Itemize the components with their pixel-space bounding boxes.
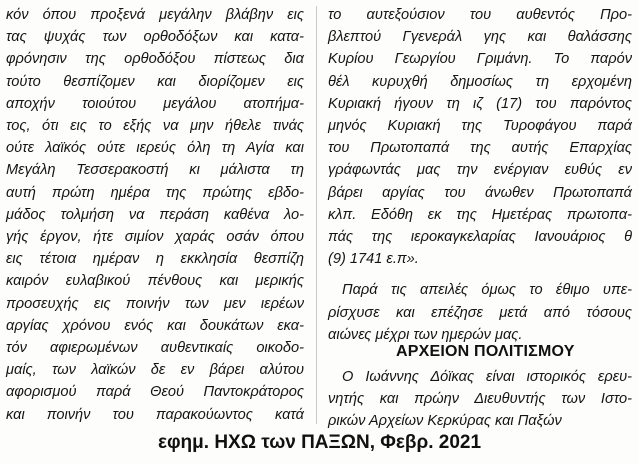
text-line: Παρά τις απειλές όμως το έθιμο υπε-: [342, 282, 632, 299]
text-line: αποχήν τοιούτου μεγάλου ατοπήμα-: [6, 95, 304, 112]
text-line: γής έργον, ήτε σιμίον χαράς οσάν όπου: [6, 229, 304, 246]
text-line: καιρόν ευλαβικού πένθους και μερικής: [6, 273, 304, 290]
text-line: ούτε λαϊκός ούτε ιερεύς όλη τη Αγία και: [6, 140, 304, 157]
right-paragraph-1: [328, 4, 632, 270]
text-line: θέλ κυρυχθή δημοσίως τη ερχομένη: [328, 73, 632, 90]
text-line: φρόνησιν της ορθοδόξου πίστεως δια: [6, 51, 304, 68]
text-line: μάδος τολμήση να περάση καθένα λο-: [6, 206, 304, 223]
text-line: αργίας χρόνου ενός και δουκάτων εκα-: [6, 317, 304, 334]
text-line: Μεγάλη Τεσσερακοστή κι μάλιστα τη: [6, 162, 304, 179]
right-paragraph-2: [328, 279, 632, 346]
text-line: γράφωντάς μας την ενέργιαν ευθύς εν: [328, 162, 632, 179]
text-line: του Πρωτοπαπά της αυτής Επαρχίας: [328, 140, 632, 157]
text-line: τος, ότι εις το εξής να μην ήθελε τινάς: [6, 118, 304, 135]
text-line: βάρει αργίας του άνωθεν Πρωτοπαπά: [328, 184, 632, 201]
text-line: το αυτεξούσιον του αυθεντός Προ-: [328, 7, 632, 23]
text-line: Ο Ιωάννης Δόϊκας είναι ιστορικός ερευ-: [342, 369, 632, 385]
text-line: κλπ. Εδόθη εκ της Ημετέρας πρωτοπα-: [328, 206, 632, 223]
text-line: αφορισμού παρά Θεού Παντοκράτορος: [6, 384, 304, 401]
text-line: κόν όπου προξενά μεγάλην βλάβην εις: [6, 7, 304, 23]
text-line: νητής και πρώην Διευθυντής των Ιστο-: [328, 391, 632, 408]
text-line: μηνός Κυριακή της Τυροφάγου παρά: [328, 118, 632, 135]
text-line: εις τέτοια ημέραν η εκκλησία θεσπίζη: [6, 251, 304, 268]
text-line: και ποινήν του παρακούωντος κατά: [6, 406, 304, 423]
text-line: αυτή πρώτη ημέρα της πρώτης εβδο-: [6, 184, 304, 201]
text-line: ρίσχυσε και επέζησε μετά από τόσους: [328, 304, 632, 321]
archive-heading: ΑΡΧΕΙΟΝ ΠΟΛΙΤΙΣΜΟΥ: [396, 343, 575, 360]
author-note: [328, 366, 632, 433]
text-line: προσευχής εις ποινήν των μεν ιερέων: [6, 295, 304, 312]
text-line: τόν αφιερωμένων αυθεντικαίς οικοδο-: [6, 340, 304, 357]
right-column: [328, 4, 632, 346]
text-line: αιώνες μέχρι των ημερών μας.: [328, 326, 523, 343]
text-line: πάς της ιεροκαγκελαρίας Ιανουάριος θ: [328, 229, 632, 246]
text-line: Κυριακή ήγουν τη ιζ (17) του παρόντος: [328, 95, 632, 112]
text-line: Κυρίου Γεωργίου Γριμάνη. Το παρόν: [328, 51, 632, 68]
source-line: εφημ. ΗΧΩ των ΠΑΞΩΝ, Φεβρ. 2021: [157, 432, 482, 453]
text-line: (9) 1741 ε.π».: [328, 251, 419, 268]
text-line: τας ψυχάς των ορθοδόξων και κατα-: [6, 29, 304, 46]
text-line: τούτο θεσπίζομεν και διορίζομεν εις: [6, 73, 304, 90]
text-line: βλεπτού Γγενεράλ γης και θαλάσσης: [328, 29, 632, 46]
text-line: ρικών Αρχείων Κερκύρας και Παξών: [328, 413, 562, 430]
left-column: [6, 4, 304, 426]
text-line: μαίς, των λαϊκών δε εν βάρει αλύτου: [6, 362, 304, 379]
column-divider: [316, 6, 317, 424]
